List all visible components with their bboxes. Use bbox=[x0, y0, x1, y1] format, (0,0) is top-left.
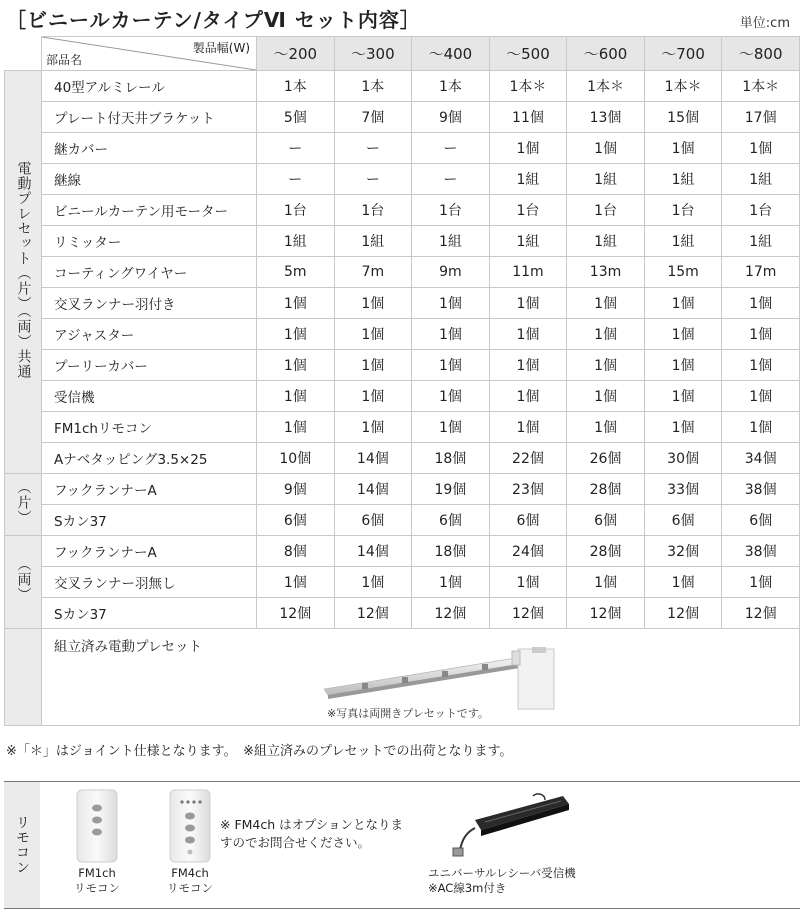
quantity-cell: 1個 bbox=[334, 381, 412, 412]
part-name: Sカン37 bbox=[42, 598, 257, 629]
quantity-cell: 6個 bbox=[334, 505, 412, 536]
quantity-cell: 6個 bbox=[722, 505, 800, 536]
quantity-cell: 1個 bbox=[722, 288, 800, 319]
quantity-cell: 1組 bbox=[567, 164, 645, 195]
photo-row bbox=[5, 629, 800, 726]
quantity-cell: 1組 bbox=[644, 164, 722, 195]
quantity-cell: 17m bbox=[722, 257, 800, 288]
table-row bbox=[5, 257, 800, 288]
quantity-cell: 1本 bbox=[257, 71, 335, 102]
quantity-cell: 14個 bbox=[334, 443, 412, 474]
quantity-cell: 1台 bbox=[257, 195, 335, 226]
header-corner bbox=[42, 37, 257, 71]
quantity-cell: 22個 bbox=[489, 443, 567, 474]
quantity-cell: ー bbox=[257, 164, 335, 195]
quantity-cell: 1台 bbox=[722, 195, 800, 226]
quantity-cell: 12個 bbox=[334, 598, 412, 629]
quantity-cell: 12個 bbox=[567, 598, 645, 629]
table-row bbox=[5, 443, 800, 474]
footnote: ※「＊」はジョイント仕様となります。 ※組立済みのプレセットでの出荷となります。 bbox=[6, 744, 513, 759]
quantity-cell: 1個 bbox=[334, 288, 412, 319]
quantity-cell: 1個 bbox=[722, 350, 800, 381]
part-name: FM1chリモコン bbox=[42, 412, 257, 443]
quantity-cell: 28個 bbox=[567, 536, 645, 567]
part-name: 交叉ランナー羽無し bbox=[42, 567, 257, 598]
size-header: ～800 bbox=[722, 37, 800, 71]
quantity-cell: 1個 bbox=[722, 319, 800, 350]
header-blank bbox=[5, 37, 42, 71]
quantity-cell: 1個 bbox=[567, 288, 645, 319]
remote-section-top-rule bbox=[4, 781, 800, 782]
quantity-cell: 12個 bbox=[644, 598, 722, 629]
photo-row-blank bbox=[5, 629, 42, 726]
quantity-cell: 1本＊ bbox=[644, 71, 722, 102]
quantity-cell: 1個 bbox=[334, 350, 412, 381]
quantity-cell: 1台 bbox=[334, 195, 412, 226]
quantity-cell: 6個 bbox=[257, 505, 335, 536]
quantity-cell: 1個 bbox=[567, 133, 645, 164]
quantity-cell: 1本＊ bbox=[722, 71, 800, 102]
quantity-cell: 12個 bbox=[412, 598, 490, 629]
quantity-cell: 38個 bbox=[722, 536, 800, 567]
part-name: 継カバー bbox=[42, 133, 257, 164]
quantity-cell: 9m bbox=[412, 257, 490, 288]
fm1ch-remote-image bbox=[73, 788, 121, 864]
quantity-cell: 1個 bbox=[489, 567, 567, 598]
spec-body bbox=[5, 71, 800, 726]
size-header: ～200 bbox=[257, 37, 335, 71]
quantity-cell: 1個 bbox=[257, 288, 335, 319]
part-name: Aナベタッピング3.5×25 bbox=[42, 443, 257, 474]
table-row bbox=[5, 133, 800, 164]
quantity-cell: 15m bbox=[644, 257, 722, 288]
size-header: ～500 bbox=[489, 37, 567, 71]
table-row bbox=[5, 226, 800, 257]
quantity-cell: 1個 bbox=[412, 288, 490, 319]
quantity-cell: 32個 bbox=[644, 536, 722, 567]
quantity-cell: 10個 bbox=[257, 443, 335, 474]
quantity-cell: 1本 bbox=[334, 71, 412, 102]
quantity-cell: 17個 bbox=[722, 102, 800, 133]
receiver-image bbox=[445, 792, 575, 862]
part-name: プーリーカバー bbox=[42, 350, 257, 381]
table-header-row bbox=[5, 37, 800, 71]
quantity-cell: 1個 bbox=[489, 133, 567, 164]
quantity-cell: 7m bbox=[334, 257, 412, 288]
quantity-cell: 1個 bbox=[644, 288, 722, 319]
quantity-cell: 9個 bbox=[412, 102, 490, 133]
part-name: プレート付天井ブラケット bbox=[42, 102, 257, 133]
table-row bbox=[5, 474, 800, 505]
quantity-cell: 8個 bbox=[257, 536, 335, 567]
quantity-cell: 13個 bbox=[567, 102, 645, 133]
quantity-cell: 1個 bbox=[644, 381, 722, 412]
quantity-cell: 1組 bbox=[567, 226, 645, 257]
quantity-cell: 1個 bbox=[334, 412, 412, 443]
quantity-cell: 30個 bbox=[644, 443, 722, 474]
quantity-cell: 1組 bbox=[722, 226, 800, 257]
quantity-cell: 1個 bbox=[412, 350, 490, 381]
quantity-cell: 1組 bbox=[257, 226, 335, 257]
quantity-cell: 14個 bbox=[334, 474, 412, 505]
quantity-cell: 1個 bbox=[722, 567, 800, 598]
quantity-cell: 1本＊ bbox=[567, 71, 645, 102]
quantity-cell: 1個 bbox=[644, 567, 722, 598]
group-label: （両） bbox=[5, 536, 42, 629]
size-header: ～400 bbox=[412, 37, 490, 71]
parts-header-label: 部品名 bbox=[46, 53, 83, 67]
table-row bbox=[5, 381, 800, 412]
quantity-cell: 6個 bbox=[567, 505, 645, 536]
table-row bbox=[5, 319, 800, 350]
quantity-cell: 18個 bbox=[412, 443, 490, 474]
quantity-cell: 1個 bbox=[644, 319, 722, 350]
table-row bbox=[5, 164, 800, 195]
quantity-cell: 1個 bbox=[489, 412, 567, 443]
quantity-cell: 1個 bbox=[722, 133, 800, 164]
part-name: コーティングワイヤー bbox=[42, 257, 257, 288]
quantity-cell: 1個 bbox=[722, 381, 800, 412]
quantity-cell: 1個 bbox=[412, 412, 490, 443]
size-header: ～700 bbox=[644, 37, 722, 71]
quantity-cell: 9個 bbox=[257, 474, 335, 505]
spec-table bbox=[4, 36, 800, 726]
quantity-cell: 1個 bbox=[412, 319, 490, 350]
quantity-cell: 1本＊ bbox=[489, 71, 567, 102]
table-row bbox=[5, 505, 800, 536]
quantity-cell: 1個 bbox=[644, 412, 722, 443]
quantity-cell: 1組 bbox=[489, 226, 567, 257]
quantity-cell: 1個 bbox=[257, 319, 335, 350]
quantity-cell: ー bbox=[412, 133, 490, 164]
quantity-cell: 1台 bbox=[412, 195, 490, 226]
quantity-cell: 1個 bbox=[644, 350, 722, 381]
assembled-preset-photo bbox=[322, 643, 568, 711]
quantity-cell: 14個 bbox=[334, 536, 412, 567]
quantity-cell: 23個 bbox=[489, 474, 567, 505]
quantity-cell: 1台 bbox=[644, 195, 722, 226]
quantity-cell: 1台 bbox=[567, 195, 645, 226]
part-name: 40型アルミレール bbox=[42, 71, 257, 102]
fm4ch-option-note: ※ FM4ch はオプションとなりま すのでお問合せください。 bbox=[220, 817, 404, 850]
quantity-cell: 1個 bbox=[644, 133, 722, 164]
quantity-cell: 1個 bbox=[567, 350, 645, 381]
quantity-cell: 1組 bbox=[412, 226, 490, 257]
quantity-cell: 6個 bbox=[489, 505, 567, 536]
part-name: 受信機 bbox=[42, 381, 257, 412]
quantity-cell: 1組 bbox=[722, 164, 800, 195]
part-name: 継線 bbox=[42, 164, 257, 195]
quantity-cell: 5m bbox=[257, 257, 335, 288]
quantity-cell: 1個 bbox=[489, 319, 567, 350]
quantity-cell: 1個 bbox=[489, 288, 567, 319]
quantity-cell: 1個 bbox=[257, 381, 335, 412]
quantity-cell: 1個 bbox=[257, 412, 335, 443]
quantity-cell: ー bbox=[257, 133, 335, 164]
quantity-cell: 18個 bbox=[412, 536, 490, 567]
quantity-cell: 1本 bbox=[412, 71, 490, 102]
group-label: （片） bbox=[5, 474, 42, 536]
receiver-caption: ユニバーサルレシーバ受信機 ※AC線3m付き bbox=[428, 866, 576, 895]
quantity-cell: 1個 bbox=[412, 567, 490, 598]
assembled-preset-cell bbox=[42, 629, 800, 726]
unit-label: 単位:cm bbox=[739, 16, 790, 31]
quantity-cell: 1個 bbox=[567, 567, 645, 598]
part-name: アジャスター bbox=[42, 319, 257, 350]
photo-note: ※写真は両開きプレセットです。 bbox=[327, 707, 489, 720]
quantity-cell: 28個 bbox=[567, 474, 645, 505]
quantity-cell: ー bbox=[412, 164, 490, 195]
part-name: リミッター bbox=[42, 226, 257, 257]
quantity-cell: 34個 bbox=[722, 443, 800, 474]
part-name: ビニールカーテン用モーター bbox=[42, 195, 257, 226]
part-name: Sカン37 bbox=[42, 505, 257, 536]
quantity-cell: 1組 bbox=[644, 226, 722, 257]
quantity-cell: 7個 bbox=[334, 102, 412, 133]
quantity-cell: 11m bbox=[489, 257, 567, 288]
table-row bbox=[5, 195, 800, 226]
part-name: フックランナーA bbox=[42, 474, 257, 505]
quantity-cell: 11個 bbox=[489, 102, 567, 133]
size-header: ～600 bbox=[567, 37, 645, 71]
quantity-cell: 1個 bbox=[489, 381, 567, 412]
part-name: フックランナーA bbox=[42, 536, 257, 567]
quantity-cell: 1個 bbox=[489, 350, 567, 381]
quantity-cell: 1個 bbox=[567, 412, 645, 443]
quantity-cell: 19個 bbox=[412, 474, 490, 505]
quantity-cell: 12個 bbox=[489, 598, 567, 629]
quantity-cell: 1個 bbox=[334, 319, 412, 350]
quantity-cell: 26個 bbox=[567, 443, 645, 474]
quantity-cell: 6個 bbox=[412, 505, 490, 536]
remote-section-bottom-rule bbox=[4, 908, 800, 909]
quantity-cell: 12個 bbox=[257, 598, 335, 629]
table-row bbox=[5, 102, 800, 133]
quantity-cell: 6個 bbox=[644, 505, 722, 536]
quantity-cell: 1台 bbox=[489, 195, 567, 226]
quantity-cell: 1個 bbox=[722, 412, 800, 443]
table-row bbox=[5, 536, 800, 567]
quantity-cell: 1個 bbox=[567, 319, 645, 350]
quantity-cell: 15個 bbox=[644, 102, 722, 133]
quantity-cell: 1組 bbox=[489, 164, 567, 195]
quantity-cell: 1個 bbox=[257, 350, 335, 381]
quantity-cell: 33個 bbox=[644, 474, 722, 505]
quantity-cell: 1個 bbox=[334, 567, 412, 598]
part-name: 交叉ランナー羽付き bbox=[42, 288, 257, 319]
table-row bbox=[5, 288, 800, 319]
fm4ch-remote-caption: FM4ch リモコン bbox=[167, 866, 213, 895]
quantity-cell: 24個 bbox=[489, 536, 567, 567]
table-row bbox=[5, 350, 800, 381]
table-row bbox=[5, 71, 800, 102]
quantity-cell: 1個 bbox=[257, 567, 335, 598]
photo-title: 組立済み電動プレセット bbox=[54, 639, 202, 655]
quantity-cell: 1個 bbox=[567, 381, 645, 412]
table-row bbox=[5, 412, 800, 443]
fm1ch-remote-caption: FM1ch リモコン bbox=[74, 866, 120, 895]
group-label: 電動プレセット（片）（両）共通 bbox=[5, 71, 42, 474]
fm4ch-remote-image bbox=[166, 788, 214, 864]
quantity-cell: ー bbox=[334, 133, 412, 164]
quantity-cell: 38個 bbox=[722, 474, 800, 505]
table-row bbox=[5, 567, 800, 598]
quantity-cell: 12個 bbox=[722, 598, 800, 629]
quantity-cell: 13m bbox=[567, 257, 645, 288]
remote-section-label: リモコン bbox=[4, 782, 40, 908]
quantity-cell: ー bbox=[334, 164, 412, 195]
quantity-cell: 1個 bbox=[412, 381, 490, 412]
table-row bbox=[5, 598, 800, 629]
width-header-label: 製品幅(W) bbox=[192, 41, 250, 55]
quantity-cell: 5個 bbox=[257, 102, 335, 133]
page-title: ［ビニールカーテン/タイプⅥ セット内容］ bbox=[6, 8, 421, 32]
size-header: ～300 bbox=[334, 37, 412, 71]
quantity-cell: 1組 bbox=[334, 226, 412, 257]
